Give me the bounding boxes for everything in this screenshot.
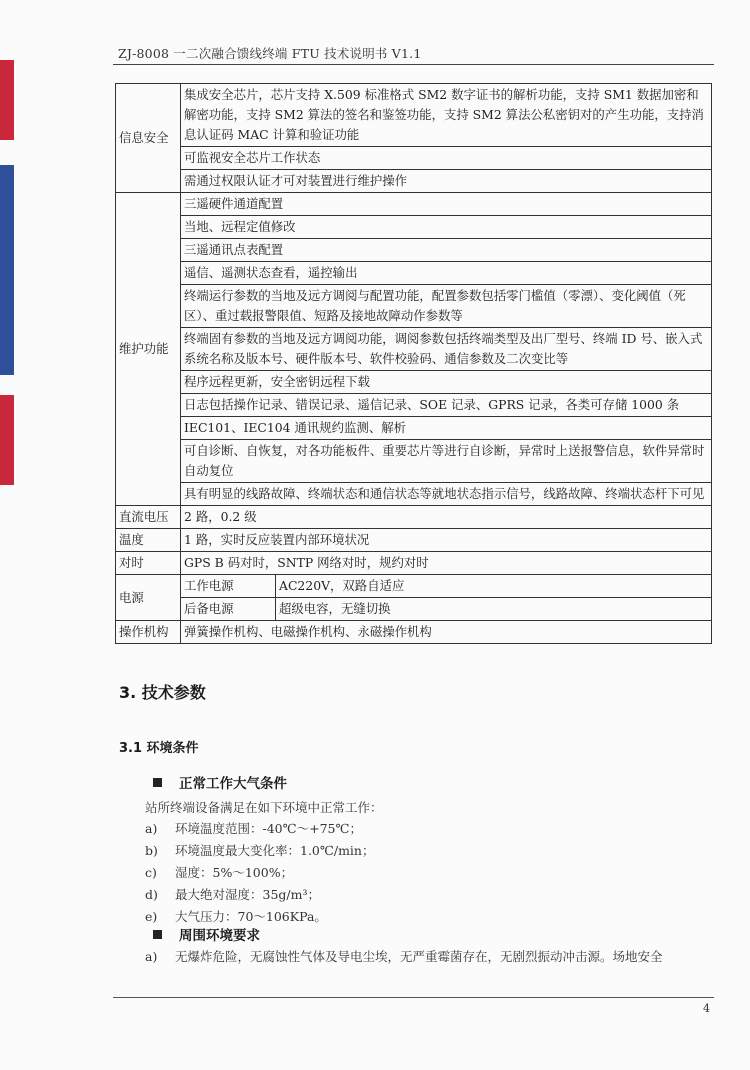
list-item (145, 862, 374, 884)
table-cell: 可监视安全芯片工作状态 (181, 147, 712, 170)
subheading-surrounding-text: 周围环境要求 (179, 928, 260, 944)
table-row (116, 621, 712, 644)
table-cell: GPS B 码对时，SNTP 网络对时，规约对时 (181, 552, 712, 575)
category-temperature: 温度 (116, 529, 181, 552)
table-row (116, 575, 712, 598)
list-marker: d) (145, 887, 158, 902)
power-working-value: AC220V，双路自适应 (276, 575, 712, 598)
table-cell: 具有明显的线路故障、终端状态和通信状态等就地状态指示信号，线路故障、终端状态杆下可见 (181, 483, 712, 506)
category-info-security: 信息安全 (116, 84, 181, 193)
table-row (116, 552, 712, 575)
table-row (116, 147, 712, 170)
table-row (116, 84, 712, 147)
normal-intro-paragraph: 站所终端设备满足在如下环境中正常工作： (145, 800, 383, 815)
table-row (116, 371, 712, 394)
decor-stripe-red-2 (0, 395, 14, 485)
spec-table (115, 83, 712, 644)
table-row (116, 262, 712, 285)
list-marker: e) (145, 909, 158, 924)
table-row (116, 216, 712, 239)
section-heading-tech-params: 3. 技术参数 (119, 683, 206, 702)
power-backup-label: 后备电源 (181, 598, 276, 621)
table-cell: 当地、远程定值修改 (181, 216, 712, 239)
subheading-surrounding (153, 924, 260, 944)
table-row (116, 285, 712, 328)
env-list (145, 818, 374, 928)
decor-stripe-blue (0, 165, 14, 375)
table-cell: 遥信、遥测状态查看，遥控输出 (181, 262, 712, 285)
subheading-normal-atmos (153, 772, 287, 792)
list-text: 大气压力：70～106KPa。 (175, 909, 327, 924)
table-row (116, 170, 712, 193)
table-row (116, 529, 712, 552)
section-heading-env-conditions: 3.1 环境条件 (119, 741, 199, 756)
table-cell: 1 路，实时反应装置内部环境状况 (181, 529, 712, 552)
table-row (116, 598, 712, 621)
page-header-title: ZJ-8008 一二次融合馈线终端 FTU 技术说明书 V1.1 (118, 46, 422, 61)
subheading-normal-atmos-text: 正常工作大气条件 (179, 776, 287, 792)
category-maintenance: 维护功能 (116, 193, 181, 506)
table-cell: 三遥通讯点表配置 (181, 239, 712, 262)
table-row (116, 328, 712, 371)
table-cell: 三遥硬件通道配置 (181, 193, 712, 216)
table-row (116, 483, 712, 506)
category-timing: 对时 (116, 552, 181, 575)
table-row (116, 506, 712, 529)
table-cell: 需通过权限认证才可对装置进行维护操作 (181, 170, 712, 193)
table-row (116, 193, 712, 216)
list-item (145, 884, 374, 906)
table-row (116, 417, 712, 440)
table-cell: 日志包括操作记录、错误记录、遥信记录、SOE 记录、GPRS 记录，各类可存储 1000 条 (181, 394, 712, 417)
table-row (116, 394, 712, 417)
list-text: 最大绝对湿度：35g/m³； (175, 887, 320, 902)
list-marker: c) (145, 865, 157, 880)
list-marker: a) (145, 949, 158, 964)
square-bullet-icon (153, 930, 162, 939)
list-text: 湿度：5%～100%； (175, 865, 294, 880)
table-cell: 2 路，0.2 级 (181, 506, 712, 529)
category-mechanism: 操作机构 (116, 621, 181, 644)
table-cell: 弹簧操作机构、电磁操作机构、永磁操作机构 (181, 621, 712, 644)
square-bullet-icon (153, 778, 162, 787)
list-text: 环境温度最大变化率：1.0℃/min； (175, 843, 375, 858)
list-text: 环境温度范围：-40℃～+75℃； (175, 821, 362, 836)
footer-rule (113, 997, 714, 998)
table-row (116, 440, 712, 483)
list-marker: a) (145, 821, 158, 836)
list-marker: b) (145, 843, 158, 858)
table-cell: 程序远程更新，安全密钥远程下载 (181, 371, 712, 394)
table-cell: 终端固有参数的当地及远方调阅功能，调阅参数包括终端类型及出厂型号、终端 ID 号、嵌入式系统名称及版本号、硬件版本号、软件校验码、通信参数及二次变比等 (181, 328, 712, 371)
surrounding-text: 无爆炸危险，无腐蚀性气体及导电尘埃，无严重霉菌存在，无剧烈振动冲击源。场地安全 (175, 949, 663, 964)
header-rule (113, 64, 714, 65)
page-number: 4 (703, 1002, 710, 1015)
power-backup-value: 超级电容，无缝切换 (276, 598, 712, 621)
surrounding-paragraph (145, 947, 663, 965)
category-dc-voltage: 直流电压 (116, 506, 181, 529)
table-row (116, 239, 712, 262)
power-working-label: 工作电源 (181, 575, 276, 598)
table-cell: IEC101、IEC104 通讯规约监测、解析 (181, 417, 712, 440)
table-cell: 终端运行参数的当地及远方调阅与配置功能，配置参数包括零门槛值（零漂）、变化阈值（死区）、重过载报警限值、短路及接地故障动作参数等 (181, 285, 712, 328)
table-cell: 集成安全芯片，芯片支持 X.509 标准格式 SM2 数字证书的解析功能，支持 SM1 数据加密和解密功能，支持 SM2 算法的签名和鉴签功能，支持 SM2 算法公私密钥对的产生功能，支持消息认证码 MAC 计算和验证功能 (181, 84, 712, 147)
decor-stripe-red-1 (0, 60, 14, 140)
list-item (145, 818, 374, 840)
list-item (145, 840, 374, 862)
category-power: 电源 (116, 575, 181, 621)
table-cell: 可自诊断、自恢复，对各功能板件、重要芯片等进行自诊断，异常时上送报警信息，软件异常时自动复位 (181, 440, 712, 483)
